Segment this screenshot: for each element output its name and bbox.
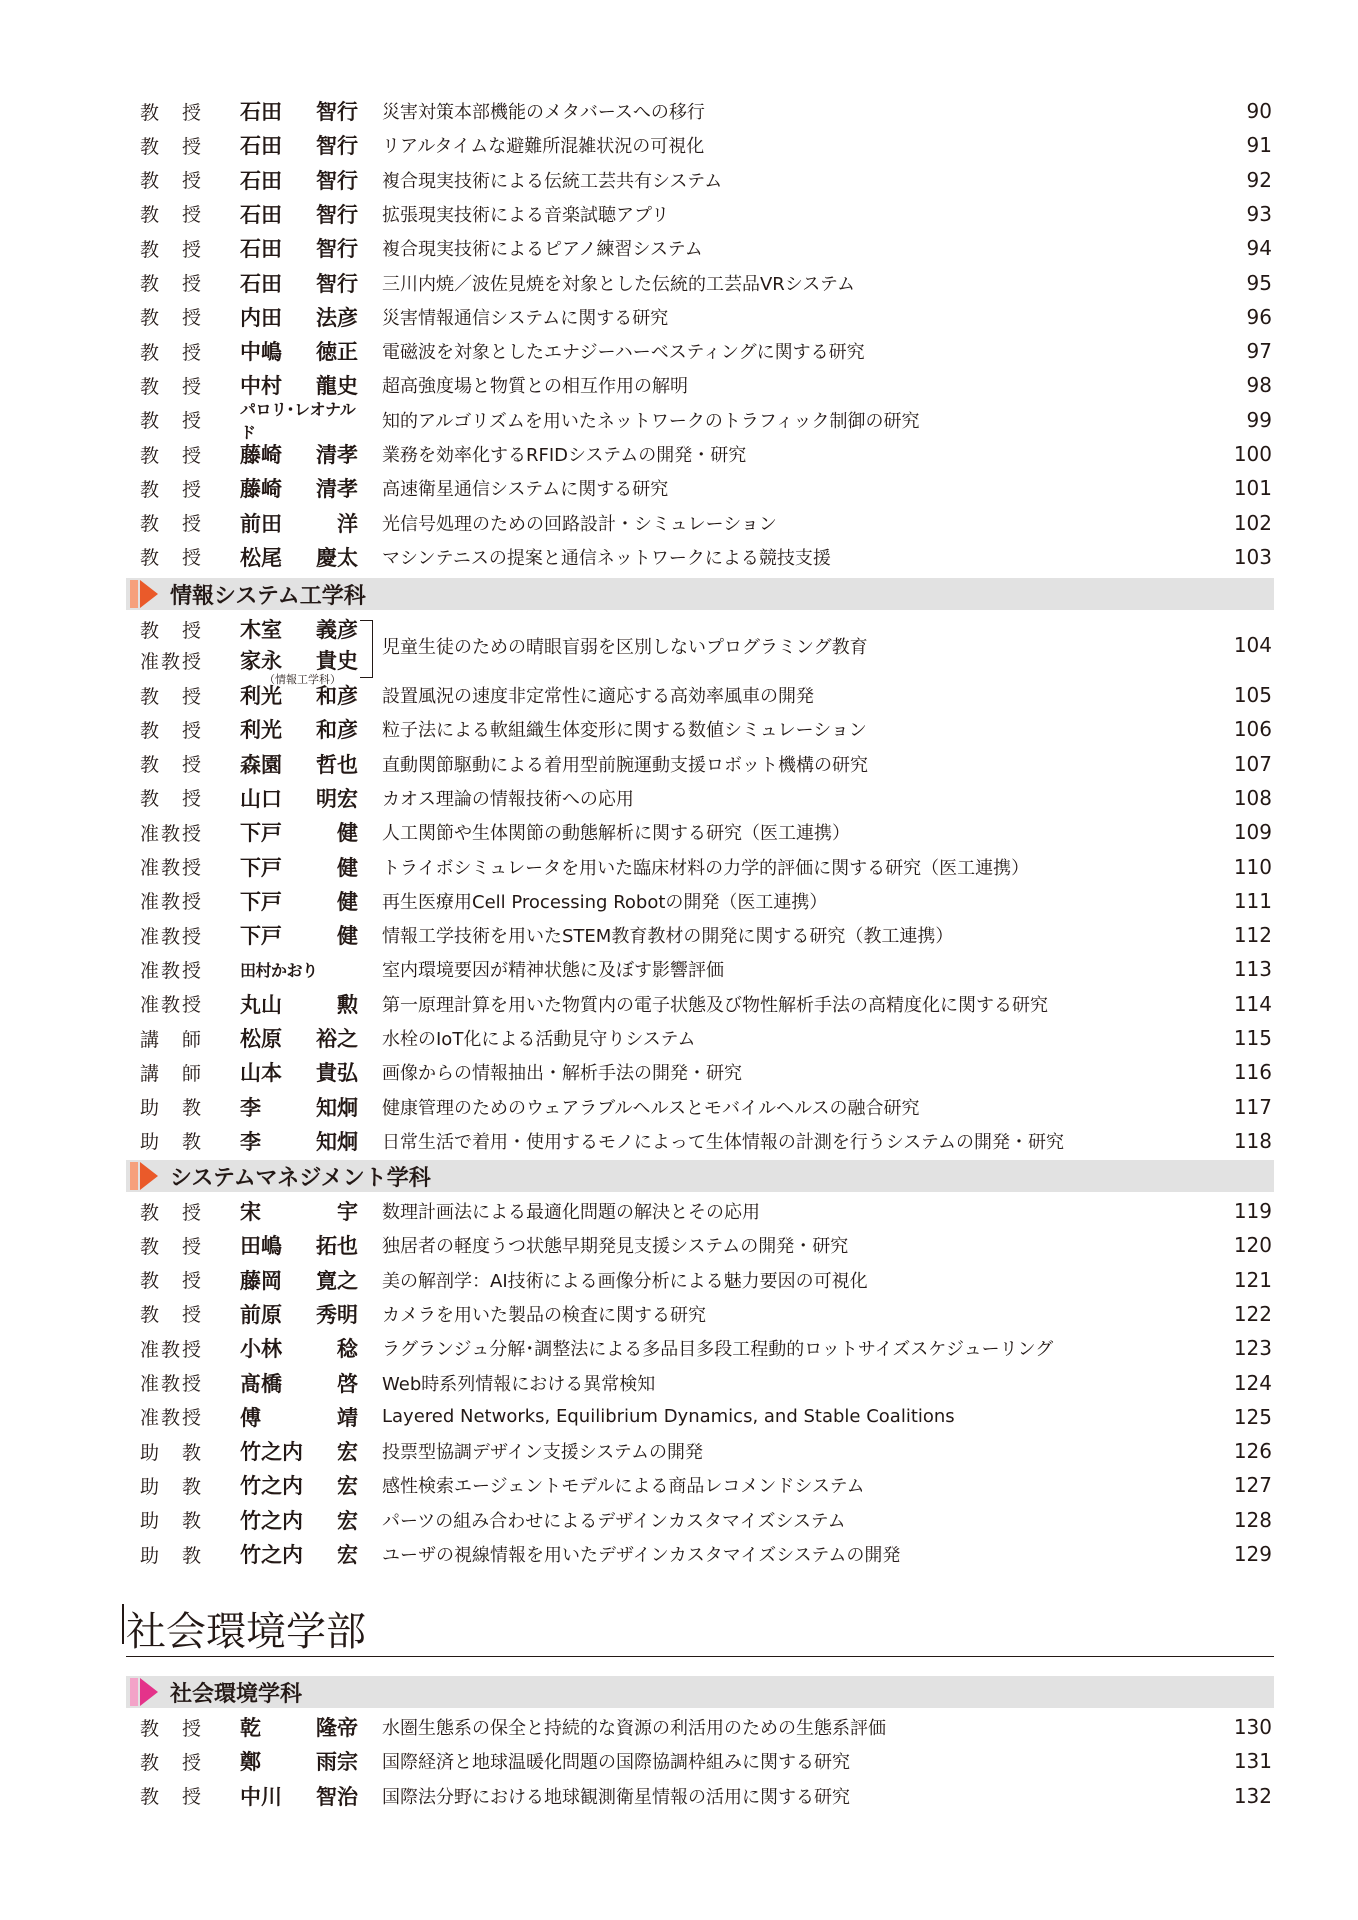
toc-entry-row[interactable]	[140, 336, 1272, 366]
entry-title[interactable]: 独居者の軽度うつ状態早期発見支援システムの開発・研究	[382, 1236, 849, 1258]
author-name: 竹之内 宏	[240, 1474, 358, 1499]
entry-title[interactable]: 粒子法による軟組織生体変形に関する数値シミュレーション	[382, 720, 867, 742]
heading-bar	[122, 1604, 124, 1644]
page-number[interactable]: 132	[1233, 1783, 1272, 1808]
entry-title[interactable]: 設置風況の速度非定常性に適応する高効率風車の開発	[382, 686, 814, 707]
rank-label: 准教授	[140, 891, 204, 914]
page-number[interactable]: 117	[1233, 1094, 1272, 1119]
rank-label: 教 授	[140, 1717, 204, 1740]
toc-entry-row[interactable]	[140, 399, 1272, 442]
faculty-rule	[126, 1656, 1274, 1657]
toc-entry-row[interactable]	[140, 1368, 1272, 1398]
page-number[interactable]: 102	[1233, 510, 1272, 535]
toc-entry-row[interactable]	[140, 749, 1272, 779]
author-name: 田村かおり	[240, 960, 318, 980]
toc-entry-row[interactable]	[140, 199, 1272, 229]
entry-title[interactable]: 業務を効率化するRFIDシステムの開発・研究	[382, 445, 747, 466]
rank-label: 准教授	[140, 1373, 204, 1395]
author-name: 家永 貴史	[240, 649, 358, 673]
author-name: 中川 智治	[240, 1784, 358, 1809]
entry-title[interactable]: 感性検索エージェントモデルによる商品レコメンドシステム	[382, 1476, 865, 1498]
page-number[interactable]: 91	[1246, 133, 1272, 158]
page-number[interactable]: 101	[1233, 476, 1272, 501]
entry-title[interactable]: 知的アルゴリズムを用いたネットワークのトラフィック制御の研究	[382, 410, 920, 432]
entry-title[interactable]: 人工関節や生体関節の動態解析に関する研究（医工連携）	[382, 823, 850, 845]
toc-entry-row[interactable]	[140, 714, 1272, 744]
page-number[interactable]: 110	[1233, 854, 1272, 879]
entry-title[interactable]: 拡張現実技術による音楽試聴アプリ	[382, 204, 670, 226]
entry-title[interactable]: 直動関節駆動による着用型前腕運動支援ロボット機構の研究	[382, 754, 868, 776]
author-name: 山本 貴弘	[240, 1061, 358, 1086]
author-name: 藤岡 寛之	[240, 1268, 358, 1293]
author-name: 藤崎 清孝	[240, 477, 358, 502]
rank-label: 教 授	[140, 307, 204, 330]
author-name: 松尾 慶太	[240, 545, 358, 570]
rank-label: 助 教	[140, 1131, 204, 1154]
entry-title[interactable]: 第一原理計算を用いた物質内の電子状態及び物性解析手法の高精度化に関する研究	[382, 994, 1048, 1016]
entry-title[interactable]: トライボシミュレータを用いた臨床材料の力学的評価に関する研究（医工連携）	[382, 857, 1030, 879]
rank-label: 教 授	[140, 788, 204, 811]
author-name: 乾 隆帝	[240, 1716, 358, 1740]
toc-entry-row[interactable]	[140, 1333, 1272, 1363]
entry-title[interactable]: 三川内焼／波佐見焼を対象とした伝統的工芸品VRシステム	[382, 273, 856, 295]
toc-entry-row[interactable]	[140, 783, 1272, 813]
author-name: 松原 裕之	[240, 1027, 358, 1051]
entry-title[interactable]: 高速衛星通信システムに関する研究	[382, 479, 669, 501]
toc-entry-row[interactable]	[140, 508, 1272, 538]
dept-label: 社会環境学科	[170, 1681, 303, 1707]
author-name: 下戸 健	[240, 889, 358, 914]
rank-label: 教 授	[140, 341, 204, 364]
page-number[interactable]: 125	[1233, 1404, 1272, 1429]
page-number[interactable]: 94	[1246, 236, 1272, 261]
page-number[interactable]: 123	[1233, 1336, 1272, 1361]
page-number[interactable]: 122	[1233, 1301, 1272, 1326]
entry-title[interactable]: リアルタイムな避難所混雑状況の可視化	[382, 136, 705, 158]
entry-title[interactable]: 児童生徒のための晴眼盲弱を区別しないプログラミング教育	[382, 637, 868, 658]
rank-label: 教 授	[140, 513, 204, 536]
toc-entry-row[interactable]	[140, 130, 1272, 160]
toc-entry-row[interactable]	[140, 302, 1272, 332]
rank-label: 講 師	[140, 1028, 204, 1051]
entry-title[interactable]: カメラを用いた製品の検査に関する研究	[382, 1304, 706, 1326]
author-name: 下戸 健	[240, 924, 358, 949]
page-number[interactable]: 90	[1246, 99, 1272, 123]
entry-title[interactable]: ユーザの視線情報を用いたデザインカスタマイズシステムの開発	[382, 1545, 901, 1566]
toc-entry-row[interactable]	[140, 542, 1272, 572]
page-number[interactable]: 121	[1233, 1267, 1272, 1292]
page-number[interactable]: 104	[1233, 633, 1272, 657]
rank-label: 講 師	[140, 1062, 204, 1085]
entry-title[interactable]: 超高強度場と物質との相互作用の解明	[382, 376, 688, 398]
rank-label: 教 授	[140, 478, 204, 501]
rank-label: 教 授	[140, 170, 204, 193]
dept-header-social	[126, 1676, 1274, 1708]
author-name: 藤崎 清孝	[240, 443, 358, 467]
dept-header-sys-mgmt	[126, 1160, 1274, 1192]
page-number[interactable]: 113	[1233, 957, 1272, 982]
toc-entry-row[interactable]	[140, 1781, 1272, 1811]
author-name: 石田 智行	[240, 202, 358, 227]
entry-title[interactable]: Layered Networks, Equilibrium Dynamics, and Stable Coalitions	[382, 1406, 955, 1428]
rank-label: 教 授	[140, 619, 204, 642]
rank-label: 教 授	[140, 1235, 204, 1258]
rank-label: 教 授	[140, 547, 204, 570]
toc-entry-row[interactable]	[140, 1299, 1272, 1329]
page-number[interactable]: 96	[1246, 304, 1272, 329]
author-name: 竹之内 宏	[240, 1543, 358, 1567]
author-name: 下戸 健	[240, 855, 358, 880]
entry-title[interactable]: 再生医療用Cell Processing Robotの開発（医工連携）	[382, 891, 828, 913]
rank-label: 教 授	[140, 1751, 204, 1774]
author-name: 前原 秀明	[240, 1302, 358, 1327]
page-number[interactable]: 112	[1233, 923, 1272, 948]
author-name: 竹之内 宏	[240, 1440, 358, 1465]
faculty-title: 社会環境学部	[126, 1609, 366, 1655]
page-number[interactable]: 92	[1246, 167, 1272, 192]
author-name: 田嶋 拓也	[240, 1234, 358, 1259]
rank-label: 准教授	[140, 1338, 204, 1361]
rank-label: 准教授	[140, 959, 204, 982]
toc-entry-row[interactable]	[140, 1023, 1272, 1053]
page-number[interactable]: 131	[1233, 1749, 1272, 1774]
page-number[interactable]: 119	[1233, 1199, 1272, 1223]
author-name: 利光 和彦	[240, 718, 358, 743]
toc-entry-row[interactable]	[140, 268, 1272, 298]
author-name: 李 知炯	[240, 1095, 358, 1120]
author-name: 木室 義彦	[240, 618, 358, 642]
toc-entry-row[interactable]	[140, 96, 1272, 126]
page-number[interactable]: 116	[1233, 1060, 1272, 1085]
entry-title[interactable]: Web時系列情報における異常検知	[382, 1373, 656, 1395]
entry-title[interactable]: パーツの組み合わせによるデザインカスタマイズシステム	[382, 1510, 846, 1532]
author-name: 李 知炯	[240, 1129, 358, 1154]
author-name: 宋 宇	[240, 1200, 358, 1224]
author-name: 石田 智行	[240, 237, 358, 262]
bracket-connector	[360, 620, 373, 678]
author-name: 森園 哲也	[240, 752, 358, 777]
page-number[interactable]: 129	[1233, 1542, 1272, 1566]
author-name: 利光 和彦	[240, 684, 358, 708]
page-number[interactable]: 99	[1246, 407, 1272, 432]
dept-label: 情報システム工学科	[170, 583, 366, 609]
toc-entry-row[interactable]	[140, 1057, 1272, 1087]
page-number[interactable]: 118	[1233, 1128, 1272, 1153]
page-number[interactable]: 128	[1233, 1507, 1272, 1532]
entry-title[interactable]: 電磁波を対象としたエナジーハーベスティングに関する研究	[382, 342, 865, 364]
author-name: 石田 智行	[240, 271, 358, 296]
entry-title[interactable]: 日常生活で着用・使用するモノによって生体情報の計測を行うシステムの開発・研究	[382, 1131, 1065, 1153]
entry-title[interactable]: 災害情報通信システムに関する研究	[382, 307, 669, 329]
entry-title[interactable]: マシンテニスの提案と通信ネットワークによる競技支援	[382, 547, 831, 569]
rank-label: 教 授	[140, 273, 204, 295]
toc-entry-row[interactable]	[140, 920, 1272, 950]
page-number[interactable]: 97	[1246, 339, 1272, 364]
toc-entry-row[interactable]	[140, 1126, 1272, 1156]
author-name: 小林 稔	[240, 1337, 358, 1362]
toc-entry-row[interactable]	[140, 1539, 1272, 1569]
entry-title[interactable]: 数理計画法による最適化問題の解決とその応用	[382, 1202, 760, 1223]
entry-title[interactable]: 災害対策本部機能のメタバースへの移行	[382, 102, 705, 123]
dept-arrow-icon	[126, 1160, 170, 1192]
toc-entry-row[interactable]	[140, 1230, 1272, 1260]
rank-label: 准教授	[140, 1407, 204, 1430]
toc-entry-row[interactable]	[140, 165, 1272, 195]
author-name: 石田 智行	[240, 100, 358, 124]
author-name: 丸山 勲	[240, 992, 358, 1017]
toc-entry-row[interactable]	[140, 886, 1272, 916]
toc-entry-row[interactable]	[140, 817, 1272, 847]
toc-entry-row[interactable]	[140, 1402, 1272, 1432]
dept-arrow-icon	[126, 1676, 170, 1708]
page-number[interactable]: 130	[1233, 1715, 1272, 1739]
page-number[interactable]: 100	[1233, 442, 1272, 466]
rank-label: 助 教	[140, 1544, 204, 1567]
rank-label: 准教授	[140, 857, 204, 879]
affiliation-note: （情報工学科）	[264, 673, 341, 686]
entry-title[interactable]: 国際法分野における地球観測衛星情報の活用に関する研究	[382, 1786, 850, 1808]
rank-label: 教 授	[140, 444, 204, 467]
page-number[interactable]: 120	[1233, 1233, 1272, 1258]
toc-entry-row[interactable]	[140, 233, 1272, 263]
toc-entry-row[interactable]	[140, 1265, 1272, 1295]
page-number[interactable]: 109	[1233, 820, 1272, 845]
author-name: 鄭 雨宗	[240, 1750, 358, 1775]
rank-label: 教 授	[140, 754, 204, 777]
author-name: 髙橋 啓	[240, 1371, 358, 1396]
toc-entry-row[interactable]	[140, 954, 1272, 984]
toc-entry-row[interactable]	[140, 1196, 1272, 1226]
page-number[interactable]: 103	[1233, 544, 1272, 569]
rank-label: 教 授	[140, 1786, 204, 1809]
entry-title[interactable]: 投票型協調デザイン支援システムの開発	[382, 1442, 703, 1464]
author-name: 傅 靖	[240, 1405, 358, 1430]
rank-label: 助 教	[140, 1475, 204, 1498]
toc-entry-row[interactable]	[140, 1712, 1272, 1742]
page-number[interactable]: 105	[1233, 683, 1272, 707]
entry-title[interactable]: ラグランジュ分解･調整法による多品目多段工程動的ロットサイズスケジューリング	[382, 1339, 1054, 1361]
rank-label: 教 授	[140, 238, 204, 261]
entry-title[interactable]: 美の解剖学：AI技術による画像分析による魅力要因の可視化	[382, 1270, 868, 1292]
toc-entry-row[interactable]	[140, 989, 1272, 1019]
page-number[interactable]: 95	[1246, 270, 1272, 295]
rank-label: 准教授	[140, 994, 204, 1017]
entry-title[interactable]: 国際経済と地球温暖化問題の国際協調枠組みに関する研究	[382, 1752, 850, 1774]
rank-label: 教 授	[140, 204, 204, 227]
toc-entry-row[interactable]	[140, 439, 1272, 469]
page-number[interactable]: 127	[1233, 1473, 1272, 1498]
rank-label: 教 授	[140, 685, 204, 708]
author-name: 竹之内 宏	[240, 1508, 358, 1533]
rank-label: 准教授	[140, 925, 204, 948]
page-number[interactable]: 126	[1233, 1439, 1272, 1464]
entry-title[interactable]: 情報工学技術を用いたSTEM教育教材の開発に関する研究（教工連携）	[382, 926, 954, 948]
rank-label: 助 教	[140, 1097, 204, 1120]
page-number[interactable]: 111	[1233, 888, 1272, 913]
author-name: 前田 洋	[240, 511, 358, 536]
dept-arrow-icon	[126, 578, 170, 610]
rank-label: 教 授	[140, 135, 204, 158]
page-number[interactable]: 108	[1233, 785, 1272, 810]
entry-title[interactable]: 水圏生態系の保全と持続的な資源の利活用のための生態系評価	[382, 1718, 886, 1739]
page-number[interactable]: 98	[1246, 373, 1272, 398]
author-name: 石田 智行	[240, 134, 358, 159]
author-name: 中嶋 徳正	[240, 340, 358, 365]
toc-entry-row[interactable]	[140, 680, 1272, 710]
page-number[interactable]: 107	[1233, 751, 1272, 776]
author-name: 中村 龍史	[240, 374, 358, 399]
author-name: 石田 智行	[240, 168, 358, 193]
entry-title[interactable]: 画像からの情報抽出・解析手法の開発・研究	[382, 1063, 742, 1085]
rank-label: 教 授	[140, 1201, 204, 1224]
entry-title[interactable]: 複合現実技術による伝統工芸共有システム	[382, 170, 723, 192]
dept-label: システムマネジメント学科	[170, 1165, 431, 1191]
rank-label: 准教授	[140, 650, 204, 673]
toc-entry-row[interactable]	[140, 1092, 1272, 1122]
rank-label: 助 教	[140, 1441, 204, 1464]
rank-label: 教 授	[140, 375, 204, 398]
author-name: 山口 明宏	[240, 786, 358, 811]
page-number[interactable]: 115	[1233, 1026, 1272, 1050]
author-name: パロリ･レオナルド	[240, 399, 356, 442]
rank-label: 教 授	[140, 101, 204, 124]
page-number[interactable]: 93	[1246, 201, 1272, 226]
entry-title[interactable]: 光信号処理のための回路設計・シミュレーション	[382, 513, 777, 535]
faculty-heading	[126, 1600, 366, 1657]
toc-entry-row[interactable]	[140, 1436, 1272, 1466]
toc-entry-row[interactable]	[140, 1746, 1272, 1776]
toc-entry-row[interactable]	[140, 473, 1272, 503]
entry-title[interactable]: 水栓のIoT化による活動見守りシステム	[382, 1029, 696, 1050]
entry-title[interactable]: 健康管理のためのウェアラブルヘルスとモバイルヘルスの融合研究	[382, 1097, 920, 1119]
rank-label: 教 授	[140, 719, 204, 742]
rank-label: 准教授	[140, 822, 204, 845]
rank-label: 教 授	[140, 1304, 204, 1327]
page-number[interactable]: 114	[1233, 991, 1272, 1016]
toc-entry-row[interactable]	[140, 852, 1272, 882]
dept-header-info-systems	[126, 578, 1274, 610]
entry-title[interactable]: 室内環境要因が精神状態に及ぼす影響評価	[382, 960, 724, 982]
rank-label: 教 授	[140, 410, 204, 433]
page-number[interactable]: 106	[1233, 717, 1272, 742]
entry-title[interactable]: 複合現実技術によるピアノ練習システム	[382, 239, 703, 261]
author-name: 下戸 健	[240, 821, 358, 846]
rank-label: 教 授	[140, 1270, 204, 1293]
entry-title[interactable]: カオス理論の情報技術への応用	[382, 788, 634, 810]
rank-label: 助 教	[140, 1510, 204, 1533]
author-name: 内田 法彦	[240, 305, 358, 330]
toc-entry-row[interactable]	[140, 1470, 1272, 1500]
toc-entry-row[interactable]	[140, 1505, 1272, 1535]
page-number[interactable]: 124	[1233, 1370, 1272, 1395]
